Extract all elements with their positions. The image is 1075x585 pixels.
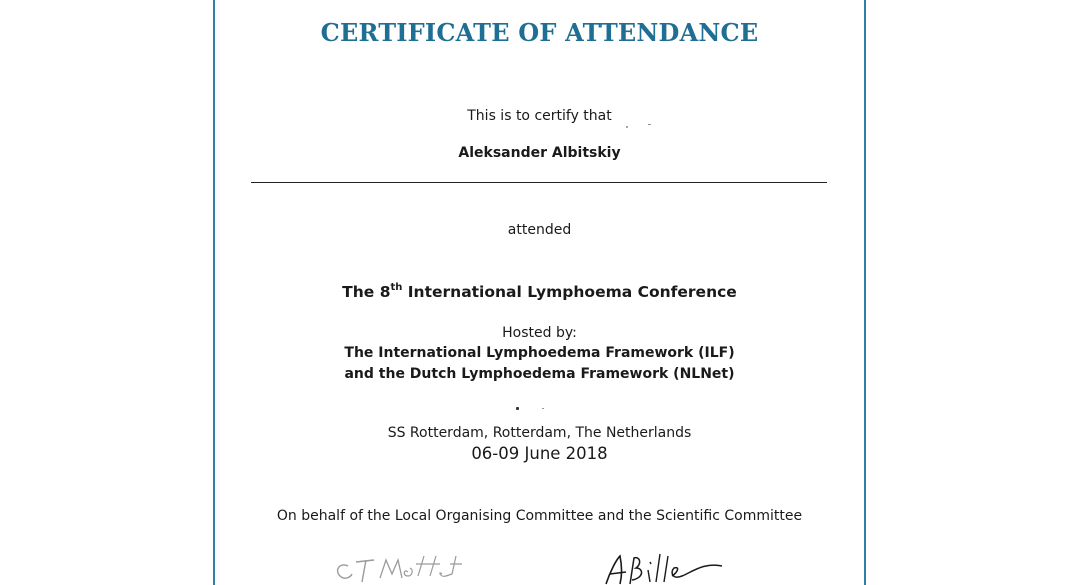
signature-right [600, 548, 725, 585]
conference-title [215, 283, 864, 301]
conference-ordinal-suffix: th [390, 282, 403, 293]
signature-left [330, 548, 470, 585]
event-dates: 06-09 June 2018 [471, 444, 608, 463]
scan-speck [542, 408, 544, 409]
behalf-text: On behalf of the Local Organising Committee and the Scientific Committee [276, 508, 803, 524]
scan-speck [516, 407, 519, 410]
conference-name: International Lymphoema Conference [402, 283, 737, 301]
scan-speck [626, 126, 628, 128]
venue-text: SS Rotterdam, Rotterdam, The Netherlands [387, 425, 692, 441]
attended-text: attended [507, 222, 572, 238]
conference-prefix: The 8 [342, 283, 391, 301]
certificate-title: CERTIFICATE OF ATTENDANCE [320, 18, 759, 47]
certify-text: This is to certify that [467, 108, 612, 124]
recipient-name: Aleksander Albitskiy [458, 145, 621, 161]
hosted-by-label: Hosted by: [502, 325, 577, 341]
host-line-2: and the Dutch Lymphoedema Framework (NLNet) [344, 366, 735, 382]
right-border-line [864, 0, 866, 585]
scan-speck [648, 124, 651, 125]
name-underline [251, 182, 827, 183]
host-line-1: The International Lymphoedema Framework (ILF) [344, 345, 735, 361]
